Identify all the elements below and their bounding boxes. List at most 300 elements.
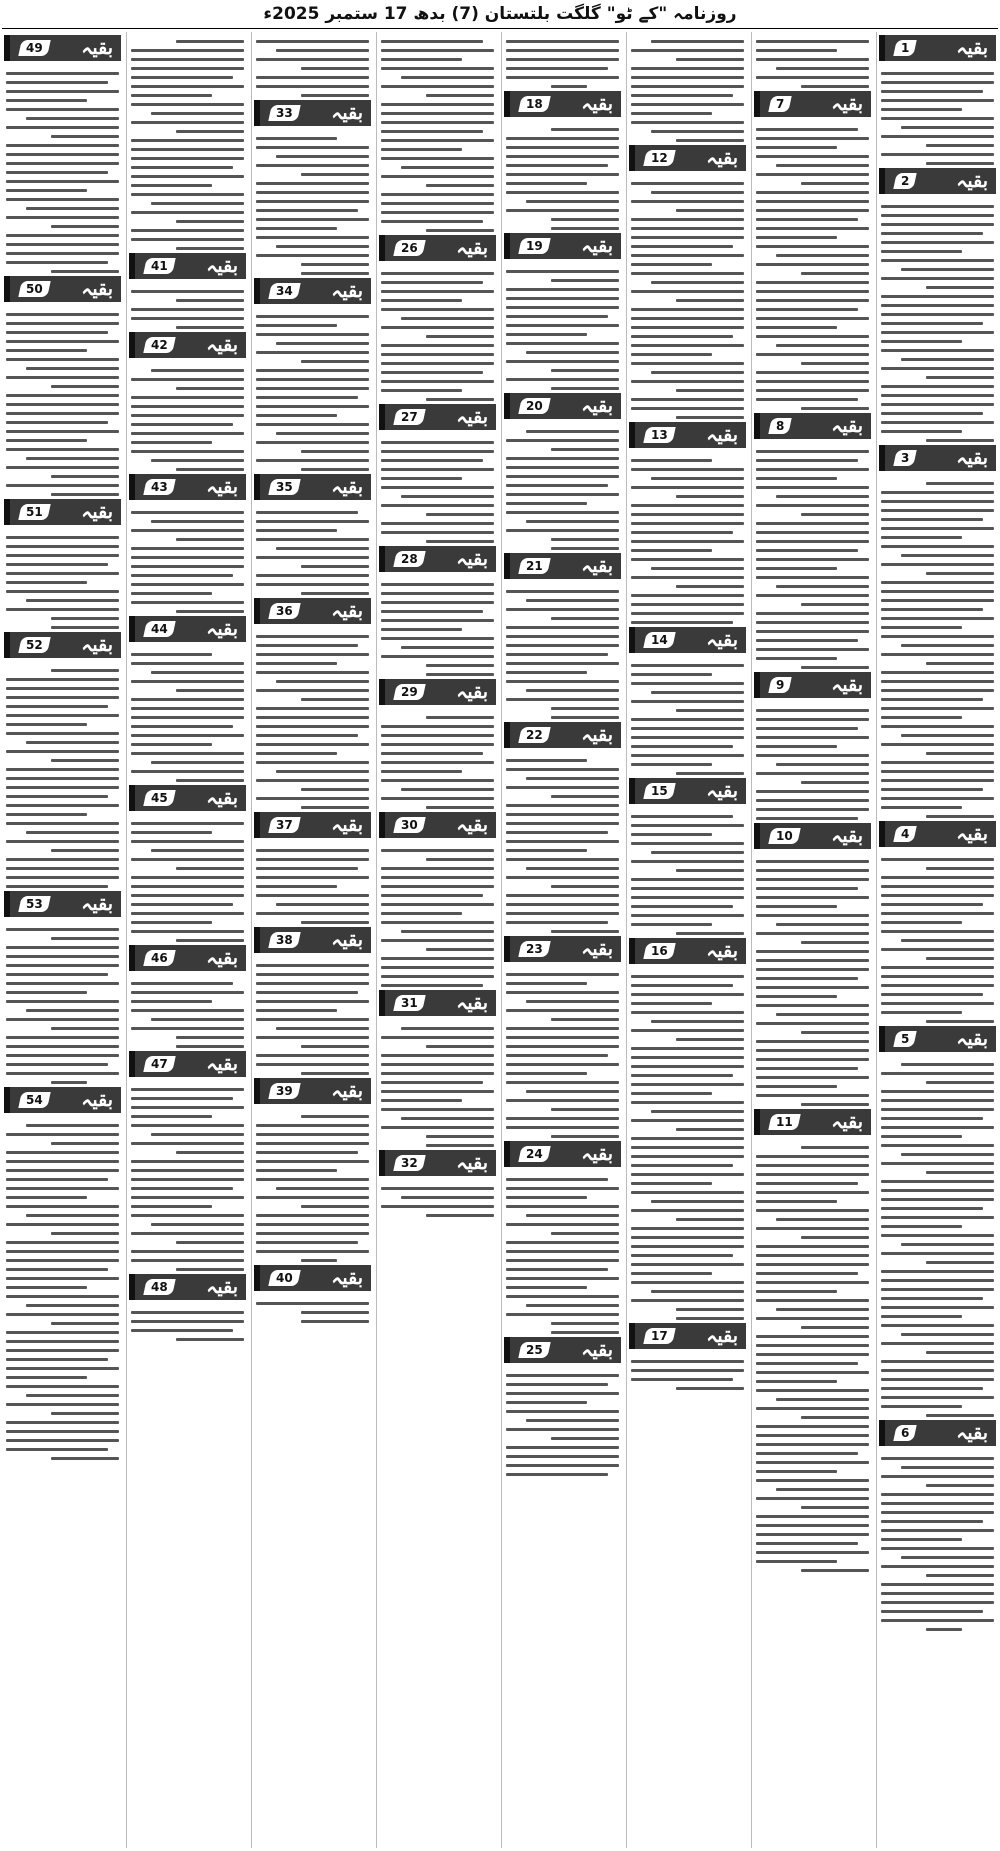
text-line <box>756 567 837 570</box>
text-line <box>6 1268 108 1271</box>
text-line <box>401 76 494 79</box>
text-line <box>676 1128 744 1131</box>
news-column <box>251 32 373 1848</box>
text-line <box>131 193 244 196</box>
text-line <box>551 387 619 390</box>
text-line <box>381 592 494 595</box>
text-line <box>381 326 494 329</box>
text-line <box>901 1153 994 1156</box>
text-line <box>381 1090 494 1093</box>
text-line <box>631 984 733 987</box>
text-line <box>506 1286 587 1289</box>
text-line <box>776 344 869 347</box>
text-line <box>256 378 369 381</box>
text-line <box>381 779 494 782</box>
text-line <box>256 315 369 318</box>
continuation-heading <box>129 332 246 358</box>
continuation-label: بقیہ <box>81 1089 113 1111</box>
text-line <box>131 211 244 214</box>
text-line <box>131 94 212 97</box>
text-line <box>676 869 744 872</box>
article-text <box>252 1107 373 1262</box>
continuation-label: بقیہ <box>456 814 488 836</box>
continuation-block <box>752 672 873 820</box>
text-line <box>926 752 994 755</box>
text-line <box>676 1308 744 1311</box>
continuation-block <box>502 32 623 88</box>
continuation-number: 17 <box>643 1328 675 1344</box>
text-line <box>651 281 744 284</box>
text-line <box>26 741 119 744</box>
text-line <box>631 344 744 347</box>
text-line <box>881 223 994 226</box>
text-line <box>26 599 119 602</box>
text-line <box>256 1196 369 1199</box>
text-line <box>506 912 619 915</box>
text-line <box>506 822 619 825</box>
article-text <box>502 1366 623 1476</box>
article-text <box>752 701 873 820</box>
text-line <box>926 1020 994 1023</box>
text-line <box>256 333 369 336</box>
text-line <box>881 509 994 512</box>
text-line <box>756 1542 858 1545</box>
text-line <box>381 504 494 507</box>
text-line <box>506 49 619 52</box>
text-line <box>881 1126 994 1129</box>
continuation-number: 53 <box>18 896 50 912</box>
text-line <box>131 601 244 604</box>
news-column <box>876 32 998 1848</box>
article-text <box>877 197 998 442</box>
text-line <box>506 635 619 638</box>
text-line <box>6 261 108 264</box>
continuation-number: 23 <box>518 941 550 957</box>
text-line <box>881 385 994 388</box>
text-line <box>51 475 119 478</box>
text-line <box>901 554 994 557</box>
text-line <box>131 1000 212 1003</box>
text-line <box>631 923 712 926</box>
text-line <box>901 358 994 361</box>
text-line <box>756 1155 869 1158</box>
text-line <box>506 1063 619 1066</box>
text-line <box>256 209 358 212</box>
text-line <box>881 617 994 620</box>
text-line <box>276 49 369 52</box>
text-line <box>926 572 994 575</box>
text-line <box>6 180 119 183</box>
continuation-block <box>502 1337 623 1476</box>
text-line <box>631 673 712 676</box>
news-column <box>626 32 748 1848</box>
text-line <box>551 707 619 710</box>
article-text <box>627 451 748 624</box>
continuation-number: 30 <box>393 817 425 833</box>
text-line <box>631 513 744 516</box>
article-text <box>127 645 248 782</box>
text-line <box>551 1108 619 1111</box>
continuation-label: بقیہ <box>581 235 613 257</box>
continuation-heading <box>254 927 371 953</box>
text-line <box>881 518 983 521</box>
text-line <box>801 272 869 275</box>
article-text <box>377 575 498 676</box>
continuation-number: 50 <box>18 281 50 297</box>
text-line <box>631 49 744 52</box>
text-line <box>551 227 619 230</box>
continuation-number: 40 <box>268 1270 300 1286</box>
text-line <box>426 673 494 676</box>
text-line <box>506 164 608 167</box>
text-line <box>176 1045 244 1048</box>
text-line <box>6 439 87 442</box>
text-line <box>131 405 244 408</box>
continuation-block <box>2 1087 123 1460</box>
text-line <box>901 126 994 129</box>
text-line <box>6 1169 119 1172</box>
text-line <box>631 1002 712 1005</box>
text-line <box>131 238 244 241</box>
text-line <box>6 1205 119 1208</box>
text-line <box>426 948 494 951</box>
text-line <box>881 1529 994 1532</box>
header-rule <box>2 28 998 29</box>
text-line <box>131 308 244 311</box>
text-line <box>631 905 733 908</box>
continuation-heading <box>129 785 246 811</box>
text-line <box>6 1178 108 1181</box>
text-line <box>756 657 837 660</box>
text-line <box>6 572 119 575</box>
text-line <box>756 1067 858 1070</box>
text-line <box>131 1320 244 1323</box>
article-text <box>877 1449 998 1631</box>
text-line <box>6 484 119 487</box>
text-line <box>776 1218 869 1221</box>
continuation-heading <box>379 812 496 838</box>
text-line <box>381 966 494 969</box>
text-line <box>6 955 119 958</box>
text-line <box>301 173 369 176</box>
text-line <box>381 610 483 613</box>
text-line <box>506 1196 587 1199</box>
continuation-heading <box>4 499 121 525</box>
continuation-number: 12 <box>643 150 675 166</box>
text-line <box>506 342 619 345</box>
text-line <box>631 1272 712 1275</box>
text-line <box>381 344 494 347</box>
text-line <box>881 984 994 987</box>
text-line <box>131 290 244 293</box>
article-text <box>877 64 998 165</box>
continuation-label: بقیہ <box>831 674 863 696</box>
article-text <box>502 32 623 88</box>
text-line <box>631 1245 744 1248</box>
text-line <box>176 387 244 390</box>
text-line <box>6 1421 119 1424</box>
text-line <box>801 85 869 88</box>
continuation-heading <box>879 1026 996 1052</box>
continuation-heading <box>504 553 621 579</box>
text-line <box>256 716 369 719</box>
text-line <box>6 581 87 584</box>
text-line <box>756 49 837 52</box>
text-line <box>381 637 494 640</box>
text-line <box>506 288 619 291</box>
text-line <box>381 220 483 223</box>
text-line <box>381 371 483 374</box>
text-line <box>26 1214 119 1217</box>
text-line <box>881 948 994 951</box>
text-line <box>756 299 869 302</box>
text-line <box>901 644 994 647</box>
continuation-label: بقیہ <box>581 93 613 115</box>
text-line <box>901 1556 994 1559</box>
text-line <box>131 432 244 435</box>
text-line <box>756 1524 869 1527</box>
news-column <box>2 32 123 1848</box>
continuation-number: 28 <box>393 551 425 567</box>
text-line <box>131 396 244 399</box>
text-line <box>756 887 858 890</box>
text-line <box>631 254 744 257</box>
text-line <box>631 612 744 615</box>
text-line <box>926 376 994 379</box>
article-text <box>502 262 623 390</box>
text-line <box>301 1115 369 1118</box>
article-text <box>2 1116 123 1460</box>
continuation-number: 14 <box>643 632 675 648</box>
text-line <box>6 732 119 735</box>
text-line <box>256 164 369 167</box>
text-line <box>301 565 369 568</box>
text-line <box>301 450 369 453</box>
continuation-heading <box>379 990 496 1016</box>
text-line <box>631 1047 744 1050</box>
text-line <box>631 227 744 230</box>
continuation-number: 13 <box>643 427 675 443</box>
text-line <box>401 1117 494 1120</box>
text-line <box>881 403 994 406</box>
continuation-number: 6 <box>893 1425 917 1441</box>
text-line <box>6 1045 119 1048</box>
continuation-number: 34 <box>268 283 300 299</box>
text-line <box>506 457 619 460</box>
text-line <box>256 725 369 728</box>
text-line <box>506 626 619 629</box>
continuation-heading <box>629 145 746 171</box>
text-line <box>506 662 619 665</box>
text-line <box>881 527 994 530</box>
text-line <box>6 1036 119 1039</box>
text-line <box>676 209 744 212</box>
text-line <box>756 817 858 820</box>
text-line <box>301 360 369 363</box>
text-line <box>881 205 994 208</box>
continuation-label: بقیہ <box>956 1422 988 1444</box>
text-line <box>256 40 369 43</box>
continuation-heading <box>379 235 496 261</box>
continuation-number: 47 <box>143 1056 175 1072</box>
text-line <box>506 155 619 158</box>
text-line <box>631 540 744 543</box>
text-line <box>256 414 337 417</box>
text-line <box>131 574 233 577</box>
continuation-label: بقیہ <box>331 600 363 622</box>
text-line <box>506 671 587 674</box>
text-line <box>631 308 744 311</box>
text-line <box>631 200 744 203</box>
text-line <box>631 975 744 978</box>
text-line <box>676 416 744 419</box>
text-line <box>6 1072 119 1075</box>
text-line <box>6 1196 87 1199</box>
text-line <box>131 770 244 773</box>
text-line <box>631 763 712 766</box>
text-line <box>381 67 494 70</box>
article-text <box>252 841 373 924</box>
text-line <box>756 146 837 149</box>
article-text <box>877 1055 998 1417</box>
continuation-block <box>752 32 873 88</box>
text-line <box>756 263 869 266</box>
continuation-block <box>2 632 123 888</box>
continuation-heading <box>379 1150 496 1176</box>
text-line <box>756 58 869 61</box>
text-line <box>881 1162 994 1165</box>
text-line <box>926 1171 994 1174</box>
continuation-number: 35 <box>268 479 300 495</box>
article-text <box>627 807 748 935</box>
continuation-block <box>627 32 748 142</box>
continuation-heading <box>504 936 621 962</box>
text-line <box>6 813 87 816</box>
continuation-block <box>2 35 123 273</box>
text-line <box>631 594 744 597</box>
text-line <box>506 680 619 683</box>
text-line <box>801 1569 869 1572</box>
continuation-block <box>377 404 498 543</box>
continuation-number: 39 <box>268 1083 300 1099</box>
continuation-number: 44 <box>143 621 175 637</box>
text-line <box>881 1189 994 1192</box>
continuation-heading <box>754 413 871 439</box>
text-line <box>131 903 233 906</box>
continuation-block <box>502 722 623 933</box>
text-line <box>381 389 462 392</box>
text-line <box>6 1331 119 1334</box>
text-line <box>526 1090 619 1093</box>
text-line <box>756 869 869 872</box>
text-line <box>301 921 369 924</box>
continuation-block <box>377 812 498 987</box>
continuation-heading <box>754 91 871 117</box>
text-line <box>256 137 337 140</box>
text-line <box>6 349 87 352</box>
continuation-block <box>877 168 998 442</box>
text-line <box>631 326 744 329</box>
text-line <box>756 1533 869 1536</box>
text-line <box>676 1387 744 1390</box>
continuation-block <box>127 253 248 329</box>
text-line <box>526 599 619 602</box>
text-line <box>881 626 962 629</box>
text-line <box>631 1236 744 1239</box>
text-line <box>381 85 494 88</box>
continuation-label: بقیہ <box>331 929 363 951</box>
text-line <box>131 184 212 187</box>
text-line <box>6 1295 119 1298</box>
text-line <box>881 1072 994 1075</box>
text-line <box>881 1457 994 1460</box>
text-line <box>631 121 744 124</box>
text-line <box>51 626 119 629</box>
text-line <box>506 991 619 994</box>
text-line <box>506 191 619 194</box>
continuation-block <box>2 499 123 629</box>
text-line <box>551 885 619 888</box>
text-line <box>6 536 119 539</box>
text-line <box>51 1142 119 1145</box>
text-line <box>551 1232 619 1235</box>
text-line <box>801 603 869 606</box>
text-line <box>506 840 619 843</box>
text-line <box>381 130 483 133</box>
text-line <box>551 930 619 933</box>
text-line <box>176 1036 244 1039</box>
text-line <box>551 1437 619 1440</box>
text-line <box>756 1085 837 1088</box>
text-line <box>756 932 869 935</box>
text-line <box>756 1245 869 1248</box>
continuation-block <box>377 1150 498 1217</box>
text-line <box>756 227 869 230</box>
text-line <box>926 162 994 165</box>
text-line <box>381 1126 494 1129</box>
continuation-heading <box>4 35 121 61</box>
text-line <box>756 218 858 221</box>
continuation-label: بقیہ <box>331 1267 363 1289</box>
text-line <box>381 1108 494 1111</box>
text-line <box>26 1009 119 1012</box>
text-line <box>506 1446 619 1449</box>
text-line <box>881 135 994 138</box>
continuation-number: 37 <box>268 817 300 833</box>
text-line <box>881 1207 983 1210</box>
text-line <box>256 1009 337 1012</box>
text-line <box>6 991 87 994</box>
text-line <box>256 191 369 194</box>
text-line <box>6 144 119 147</box>
text-line <box>881 1405 962 1408</box>
text-line <box>506 76 619 79</box>
text-line <box>551 1322 619 1325</box>
text-line <box>151 1018 244 1021</box>
text-line <box>881 1619 994 1622</box>
continuation-block <box>2 276 123 496</box>
continuation-heading <box>504 1337 621 1363</box>
text-line <box>256 85 369 88</box>
article-text <box>2 64 123 273</box>
text-line <box>256 1250 369 1253</box>
text-line <box>506 858 619 861</box>
continuation-label: بقیہ <box>956 1028 988 1050</box>
text-line <box>506 1428 619 1431</box>
text-line <box>6 72 119 75</box>
text-line <box>506 1187 619 1190</box>
text-line <box>6 1385 119 1388</box>
